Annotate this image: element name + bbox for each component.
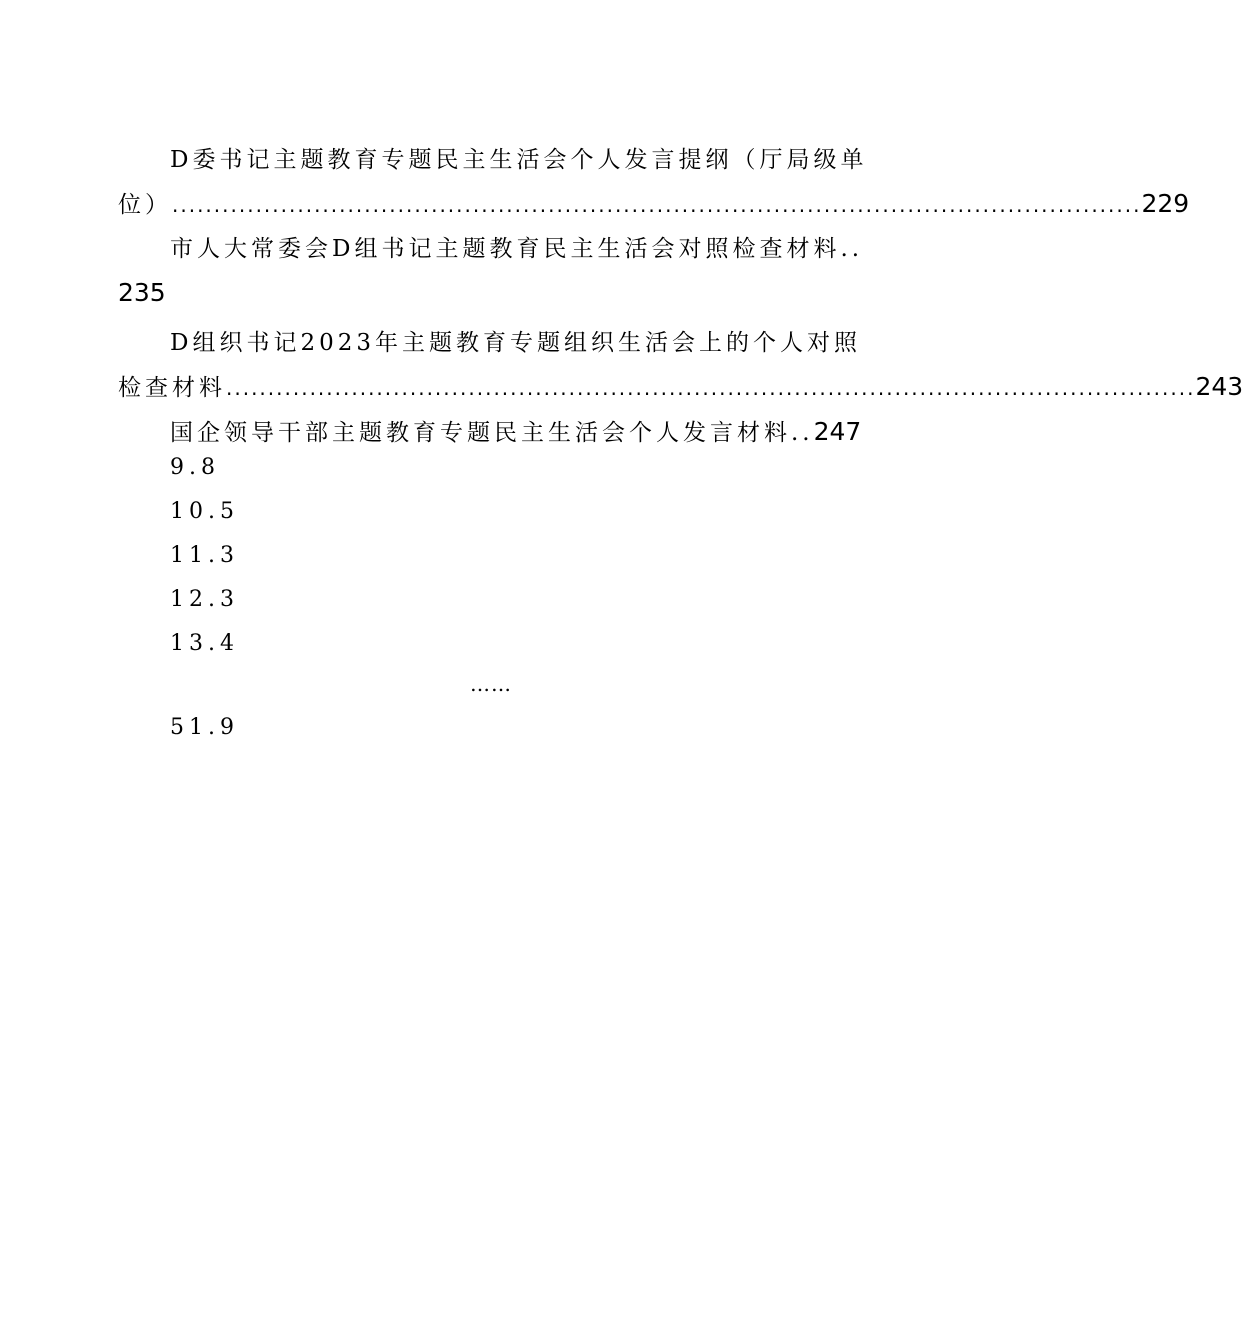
section-label: 11.3 xyxy=(170,543,239,568)
section-label: 13.4 xyxy=(170,631,239,656)
toc-entry[interactable] xyxy=(118,227,864,315)
section-label: 9.8 xyxy=(170,455,220,480)
toc-entry-title-continued: 检查材料 xyxy=(118,375,226,401)
toc-entry[interactable] xyxy=(118,321,1243,410)
toc-page-number: 243 xyxy=(1195,372,1243,401)
toc-entry-title: 市人大常委会D组书记主题教育民主生活会对照检查材料.. xyxy=(170,236,864,262)
table-of-contents xyxy=(118,138,1243,455)
toc-leader-dots: .................................................................................................................... xyxy=(172,193,1142,217)
ellipsis-marker: …… xyxy=(470,672,512,696)
toc-entry-title: D组织书记2023年主题教育专题组织生活会上的个人对照 xyxy=(170,330,861,356)
toc-page-number: 229 xyxy=(1141,189,1190,218)
toc-entry[interactable] xyxy=(118,138,1190,227)
section-label: 10.5 xyxy=(170,499,239,524)
section-label-last: 51.9 xyxy=(170,715,239,740)
toc-entry-title: 国企领导干部主题教育专题民主生活会个人发言材料.. xyxy=(170,420,814,446)
toc-page-number: 235 xyxy=(118,278,166,307)
section-list xyxy=(170,446,239,666)
toc-entry-title: D委书记主题教育专题民主生活会个人发言提纲（厅局级单 xyxy=(170,147,868,173)
toc-leader-dots: .................................................................................................................... xyxy=(226,376,1196,400)
section-label: 12.3 xyxy=(170,587,239,612)
toc-page-number: 247 xyxy=(813,417,862,446)
toc-entry-title-continued: 位） xyxy=(118,192,172,218)
